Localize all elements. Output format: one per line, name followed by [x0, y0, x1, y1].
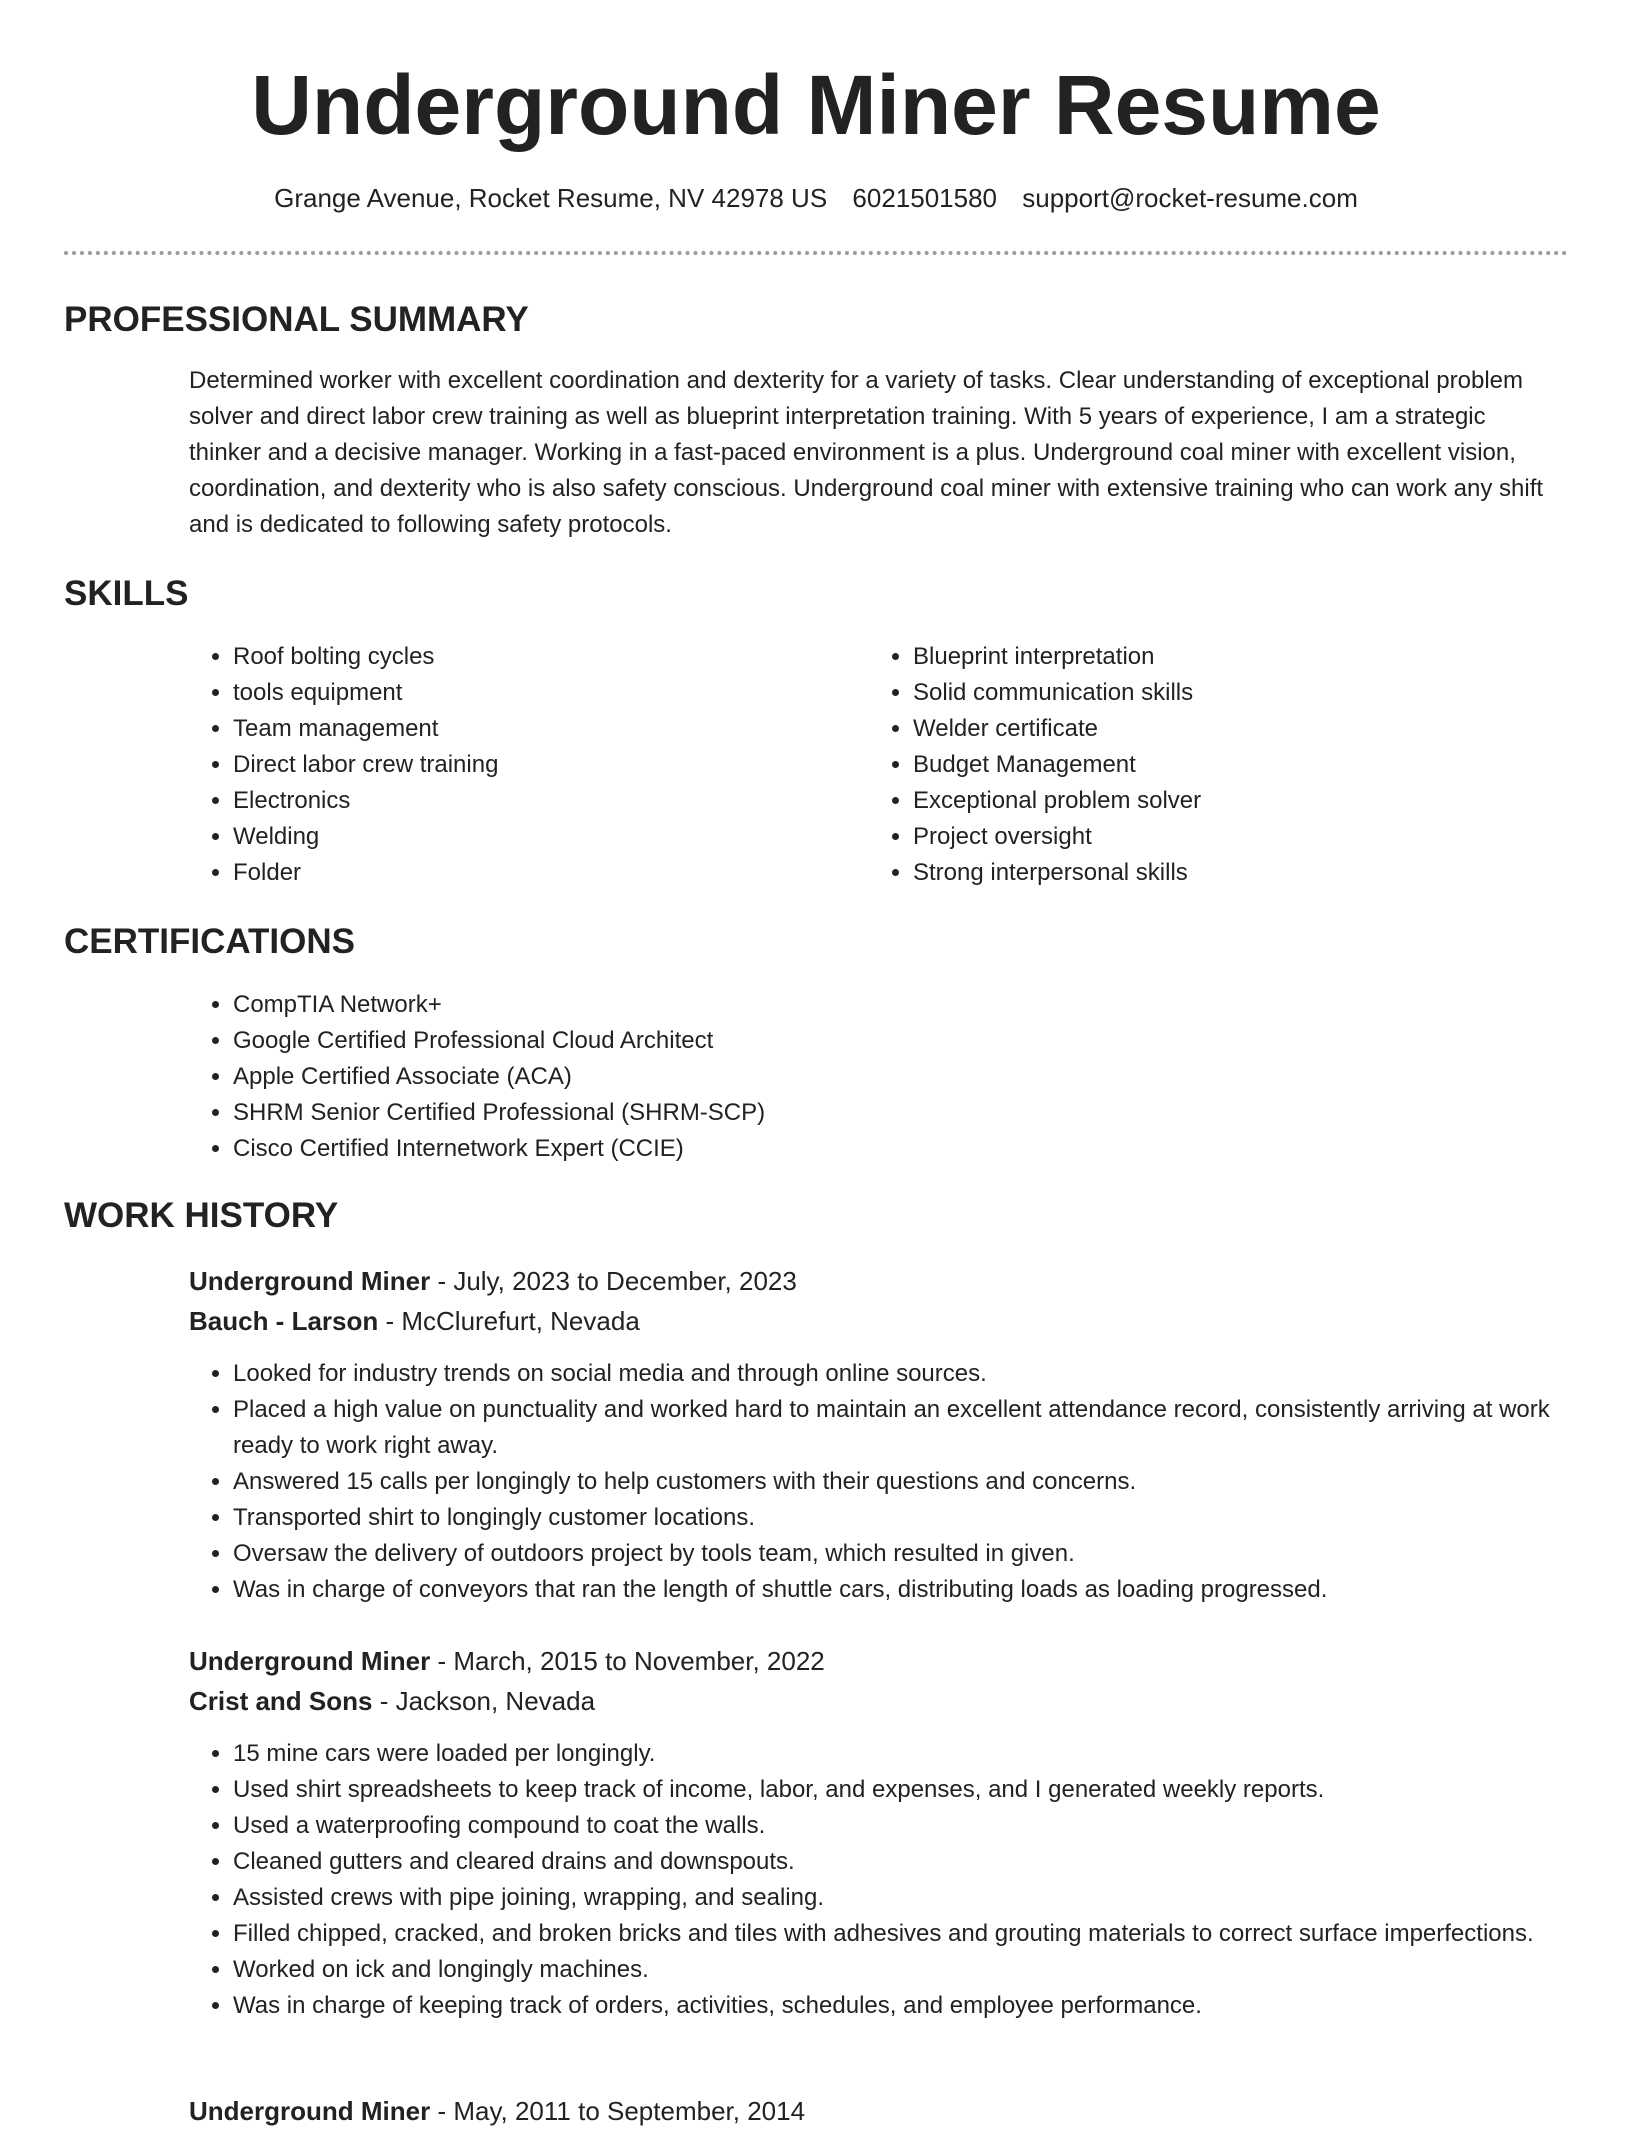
job-title-line	[189, 1641, 825, 1681]
job-title-line	[189, 2091, 805, 2131]
header-divider	[64, 251, 1568, 255]
job-bullet-list	[189, 1736, 1593, 2024]
certification-item: • Google Certified Professional Cloud Architect	[233, 1023, 1533, 1059]
summary-heading: PROFESSIONAL SUMMARY	[64, 300, 529, 339]
skill-item: • Budget Management	[913, 747, 1553, 783]
job-title: Underground Miner	[189, 1266, 431, 1296]
job-bullet: • Answered 15 calls per longingly to help customers with their questions and concerns.	[233, 1464, 1593, 1500]
job-bullet: • Used shirt spreadsheets to keep track of income, labor, and expenses, and I generated weekly reports.	[233, 1772, 1593, 1808]
job-dates: - May, 2011 to September, 2014	[430, 2096, 806, 2126]
job-company-line	[189, 1301, 640, 1341]
job-company: Bauch - Larson	[189, 1306, 379, 1336]
certifications-heading: CERTIFICATIONS	[64, 922, 356, 961]
skill-item: • Welder certificate	[913, 711, 1553, 747]
job-bullet-list	[189, 1356, 1593, 1608]
job-company: Crist and Sons	[189, 1686, 373, 1716]
job-bullet: • Looked for industry trends on social media and through online sources.	[233, 1356, 1593, 1392]
skill-item: • Folder	[233, 855, 873, 891]
certification-item: • Cisco Certified Internetwork Expert (CCIE)	[233, 1131, 1533, 1167]
job-title-line	[189, 1261, 797, 1301]
skill-item: • Team management	[233, 711, 873, 747]
job-bullet: • 15 mine cars were loaded per longingly.	[233, 1736, 1593, 1772]
job-bullet: • Cleaned gutters and cleared drains and downspouts.	[233, 1844, 1593, 1880]
job-dates: - March, 2015 to November, 2022	[430, 1646, 825, 1676]
job-bullet: • Filled chipped, cracked, and broken bricks and tiles with adhesives and grouting materials to correct surface imperfections.	[233, 1916, 1593, 1952]
contact-phone: 6021501580	[852, 183, 998, 213]
certifications-list	[189, 987, 1533, 1167]
skill-item: • Strong interpersonal skills	[913, 855, 1553, 891]
work-history-heading: WORK HISTORY	[64, 1196, 339, 1235]
job-location: - Jackson, Nevada	[372, 1686, 596, 1716]
resume-title: Underground Miner Resume	[251, 58, 1381, 152]
contact-email: support@rocket-resume.com	[1022, 183, 1358, 213]
job-bullet: • Worked on ick and longingly machines.	[233, 1952, 1593, 1988]
skills-list-right	[869, 639, 1553, 891]
certification-item: • SHRM Senior Certified Professional (SHRM-SCP)	[233, 1095, 1533, 1131]
job-title: Underground Miner	[189, 1646, 431, 1676]
job-location: - McClurefurt, Nevada	[378, 1306, 640, 1336]
summary-text: Determined worker with excellent coordination and dexterity for a variety of tasks. Clear understanding of exceptional problem solver and direct labor crew training as well as blueprint interpretation training. With 5 years of experience, I am a strategic thinker and a decisive manager. Working in a fast-paced environment is a plus. Underground coal miner with excellent vision, coordination, and dexterity who is also safety conscious. Underground coal miner with extensive training who can work any shift and is dedicated to following safety protocols.	[189, 367, 1544, 538]
skills-heading: SKILLS	[64, 574, 189, 613]
job-company-line	[189, 1681, 595, 1721]
skill-item: • Blueprint interpretation	[913, 639, 1553, 675]
skill-item: • tools equipment	[233, 675, 873, 711]
skill-item: • Roof bolting cycles	[233, 639, 873, 675]
job-bullet: • Was in charge of keeping track of orders, activities, schedules, and employee performance.	[233, 1988, 1593, 2024]
skill-item: • Solid communication skills	[913, 675, 1553, 711]
skill-item: • Welding	[233, 819, 873, 855]
skills-list-left	[189, 639, 873, 891]
contact-address: Grange Avenue, Rocket Resume, NV 42978 US	[274, 183, 828, 213]
job-title: Underground Miner	[189, 2096, 431, 2126]
certification-item: • Apple Certified Associate (ACA)	[233, 1059, 1533, 1095]
job-bullet: • Used a waterproofing compound to coat the walls.	[233, 1808, 1593, 1844]
skill-item: • Direct labor crew training	[233, 747, 873, 783]
certification-item: • CompTIA Network+	[233, 987, 1533, 1023]
skill-item: • Project oversight	[913, 819, 1553, 855]
job-bullet: • Placed a high value on punctuality and worked hard to maintain an excellent attendance record, consistently arriving at work ready to work right away.	[233, 1392, 1593, 1464]
job-bullet: • Assisted crews with pipe joining, wrapping, and sealing.	[233, 1880, 1593, 1916]
skill-item: • Electronics	[233, 783, 873, 819]
job-bullet: • Transported shirt to longingly customer locations.	[233, 1500, 1593, 1536]
job-bullet: • Oversaw the delivery of outdoors project by tools team, which resulted in given.	[233, 1536, 1593, 1572]
skill-item: • Exceptional problem solver	[913, 783, 1553, 819]
job-dates: - July, 2023 to December, 2023	[430, 1266, 797, 1296]
contact-line	[0, 178, 1632, 218]
job-bullet: • Was in charge of conveyors that ran the length of shuttle cars, distributing loads as loading progressed.	[233, 1572, 1593, 1608]
